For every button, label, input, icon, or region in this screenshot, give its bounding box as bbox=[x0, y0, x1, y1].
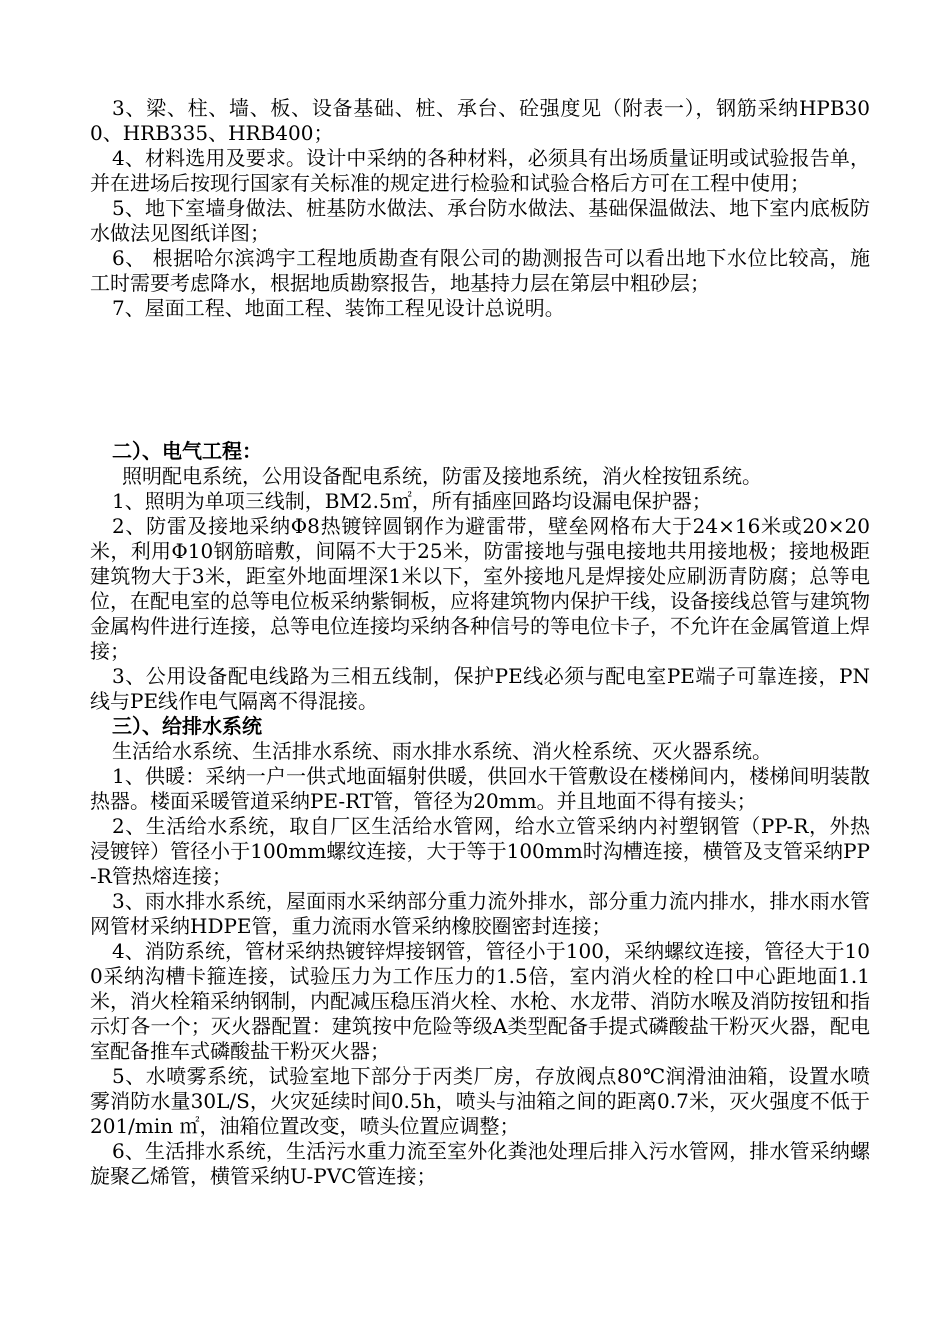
paragraph: 照明配电系统，公用设备配电系统，防雷及接地系统，消火栓按钮系统。 bbox=[122, 464, 762, 488]
paragraph: 3、雨水排水系统，屋面雨水采纳部分重力流外排水，部分重力流内排水，排水雨水管网管材采纳HDPE管，重力流雨水管采纳橡胶圈密封连接； bbox=[90, 889, 870, 938]
section-heading-electrical: 二）、电气工程： bbox=[112, 439, 262, 463]
document-page bbox=[90, 96, 870, 1189]
paragraph: 2、生活给水系统，取自厂区生活给水管网，给水立管采纳内衬塑钢管（PP-R，外热浸镀锌）管径小于100mm螺纹连接，大于等于100mm时沟槽连接，横管及支管采纳PP-R管热熔连接； bbox=[90, 814, 870, 888]
blank-space bbox=[90, 321, 870, 439]
section-heading-plumbing: 三）、给排水系统 bbox=[112, 714, 262, 738]
paragraph: 7、屋面工程、地面工程、装饰工程见设计总说明。 bbox=[112, 296, 565, 320]
paragraph: 1、供暖：采纳一户一供式地面辐射供暖，供回水干管敷设在楼梯间内，楼梯间明装散热器。楼面采暖管道采纳PE-RT管，管径为20mm。并且地面不得有接头； bbox=[90, 764, 870, 813]
paragraph: 2、防雷及接地采纳Φ8热镀锌圆钢作为避雷带，壁垒网格布大于24×16米或20×20米，利用Φ10钢筋暗敷，间隔不大于25米，防雷接地与强电接地共用接地极；接地极距建筑物大于3米，距室外地面埋深1米以下，室外接地凡是焊接处应刷沥青防腐；总等电位，在配电室的总等电位板采纳紫铜板，应将建筑物内保护干线，设备接线总管与建筑物金属构件进行连接，总等电位连接均采纳各种信号的等电位卡子，不允许在金属管道上焊接； bbox=[90, 514, 870, 663]
paragraph: 4、消防系统，管材采纳热镀锌焊接钢管，管径小于100，采纳螺纹连接，管径大于100采纳沟槽卡箍连接，试验压力为工作压力的1.5倍，室内消火栓的栓口中心距地面1.1米，消火栓箱采纳钢制，内配减压稳压消火栓、水枪、水龙带、消防水喉及消防按钮和指示灯各一个；灭火器配置：建筑按中危险等级A类型配备手提式磷酸盐干粉灭火器，配电室配备推车式磷酸盐干粉灭火器； bbox=[90, 939, 870, 1063]
paragraph: 6、生活排水系统，生活污水重力流至室外化粪池处理后排入污水管网，排水管采纳螺旋聚乙烯管，横管采纳U-PVC管连接； bbox=[90, 1139, 870, 1188]
paragraph: 1、照明为单项三线制，BM2.5㎡，所有插座回路均设漏电保护器； bbox=[112, 489, 712, 513]
paragraph: 4、材料选用及要求。设计中采纳的各种材料，必须具有出场质量证明或试验报告单，并在进场后按现行国家有关标准的规定进行检验和试验合格后方可在工程中使用； bbox=[90, 146, 870, 195]
paragraph: 3、公用设备配电线路为三相五线制，保护PE线必须与配电室PE端子可靠连接，PN线与PE线作电气隔离不得混接。 bbox=[90, 664, 870, 713]
electrical-section bbox=[90, 439, 870, 714]
structure-notes bbox=[90, 96, 870, 321]
paragraph: 生活给水系统、生活排水系统、雨水排水系统、消火栓系统、灭火器系统。 bbox=[112, 739, 772, 763]
paragraph: 3、梁、柱、墙、板、设备基础、桩、承台、砼强度见（附表一），钢筋采纳HPB300、HRB335、HRB400； bbox=[90, 96, 870, 145]
paragraph: 6、 根据哈尔滨鸿宇工程地质勘查有限公司的勘测报告可以看出地下水位比较高，施工时需要考虑降水，根据地质勘察报告，地基持力层在第层中粗砂层； bbox=[90, 246, 870, 295]
paragraph: 5、水喷雾系统，试验室地下部分于丙类厂房，存放阀点80℃润滑油油箱，设置水喷雾消防水量30L/S，火灾延续时间0.5h，喷头与油箱之间的距离0.7米，灭火强度不低于201/min ㎡，油箱位置改变，喷头位置应调整； bbox=[90, 1064, 870, 1138]
plumbing-section bbox=[90, 714, 870, 1189]
paragraph: 5、地下室墙身做法、桩基防水做法、承台防水做法、基础保温做法、地下室内底板防水做法见图纸详图； bbox=[90, 196, 870, 245]
